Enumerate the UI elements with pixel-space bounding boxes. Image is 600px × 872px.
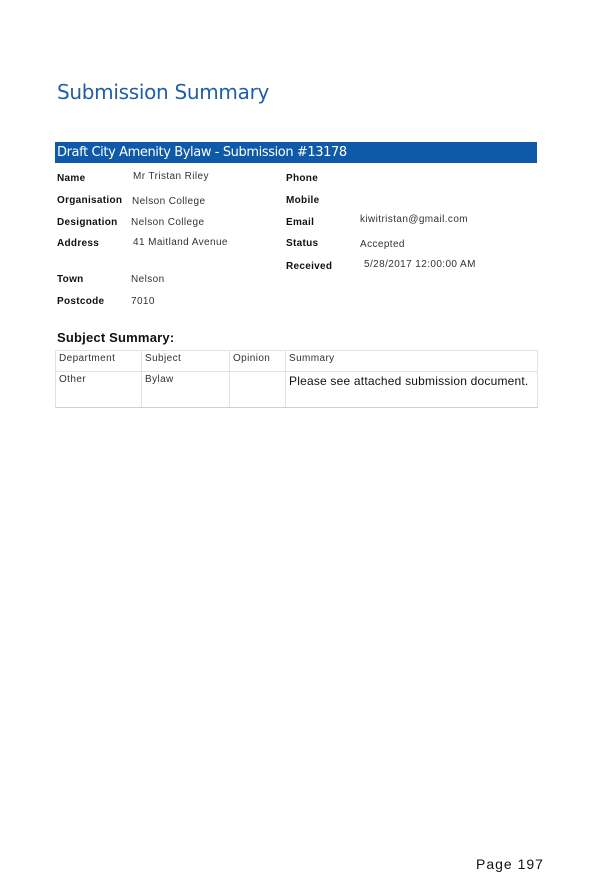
organisation-value: Nelson College <box>132 196 206 207</box>
page-number: Page 197 <box>476 856 544 872</box>
table-header-row <box>56 351 538 372</box>
postcode-value: 7010 <box>131 296 155 307</box>
submission-banner: Draft City Amenity Bylaw - Submission #13178 <box>55 142 537 163</box>
subject-summary-heading: Subject Summary: <box>57 330 175 345</box>
department-cell: Other <box>56 372 142 408</box>
summary-cell: Please see attached submission document. <box>286 372 538 408</box>
town-value: Nelson <box>131 274 165 285</box>
name-value: Mr Tristan Riley <box>133 171 209 182</box>
status-label: Status <box>286 238 319 249</box>
page-title: Submission Summary <box>57 80 270 104</box>
address-value: 41 Maitland Avenue <box>133 237 228 248</box>
subject-summary-table <box>55 350 538 408</box>
status-value: Accepted <box>360 239 405 250</box>
mobile-label: Mobile <box>286 195 320 206</box>
opinion-cell <box>230 372 286 408</box>
postcode-label: Postcode <box>57 296 105 307</box>
received-value: 5/28/2017 12:00:00 AM <box>364 259 476 270</box>
organisation-label: Organisation <box>57 195 123 206</box>
address-label: Address <box>57 238 100 249</box>
email-value: kiwitristan@gmail.com <box>360 214 469 225</box>
town-label: Town <box>57 274 84 285</box>
summary-header: Summary <box>286 351 538 372</box>
designation-value: Nelson College <box>131 217 205 228</box>
email-label: Email <box>286 217 315 228</box>
table-row <box>56 372 538 408</box>
phone-label: Phone <box>286 173 319 184</box>
designation-label: Designation <box>57 217 118 228</box>
department-header: Department <box>56 351 142 372</box>
subject-cell: Bylaw <box>142 372 230 408</box>
received-label: Received <box>286 261 333 272</box>
opinion-header: Opinion <box>230 351 286 372</box>
name-label: Name <box>57 173 86 184</box>
subject-header: Subject <box>142 351 230 372</box>
